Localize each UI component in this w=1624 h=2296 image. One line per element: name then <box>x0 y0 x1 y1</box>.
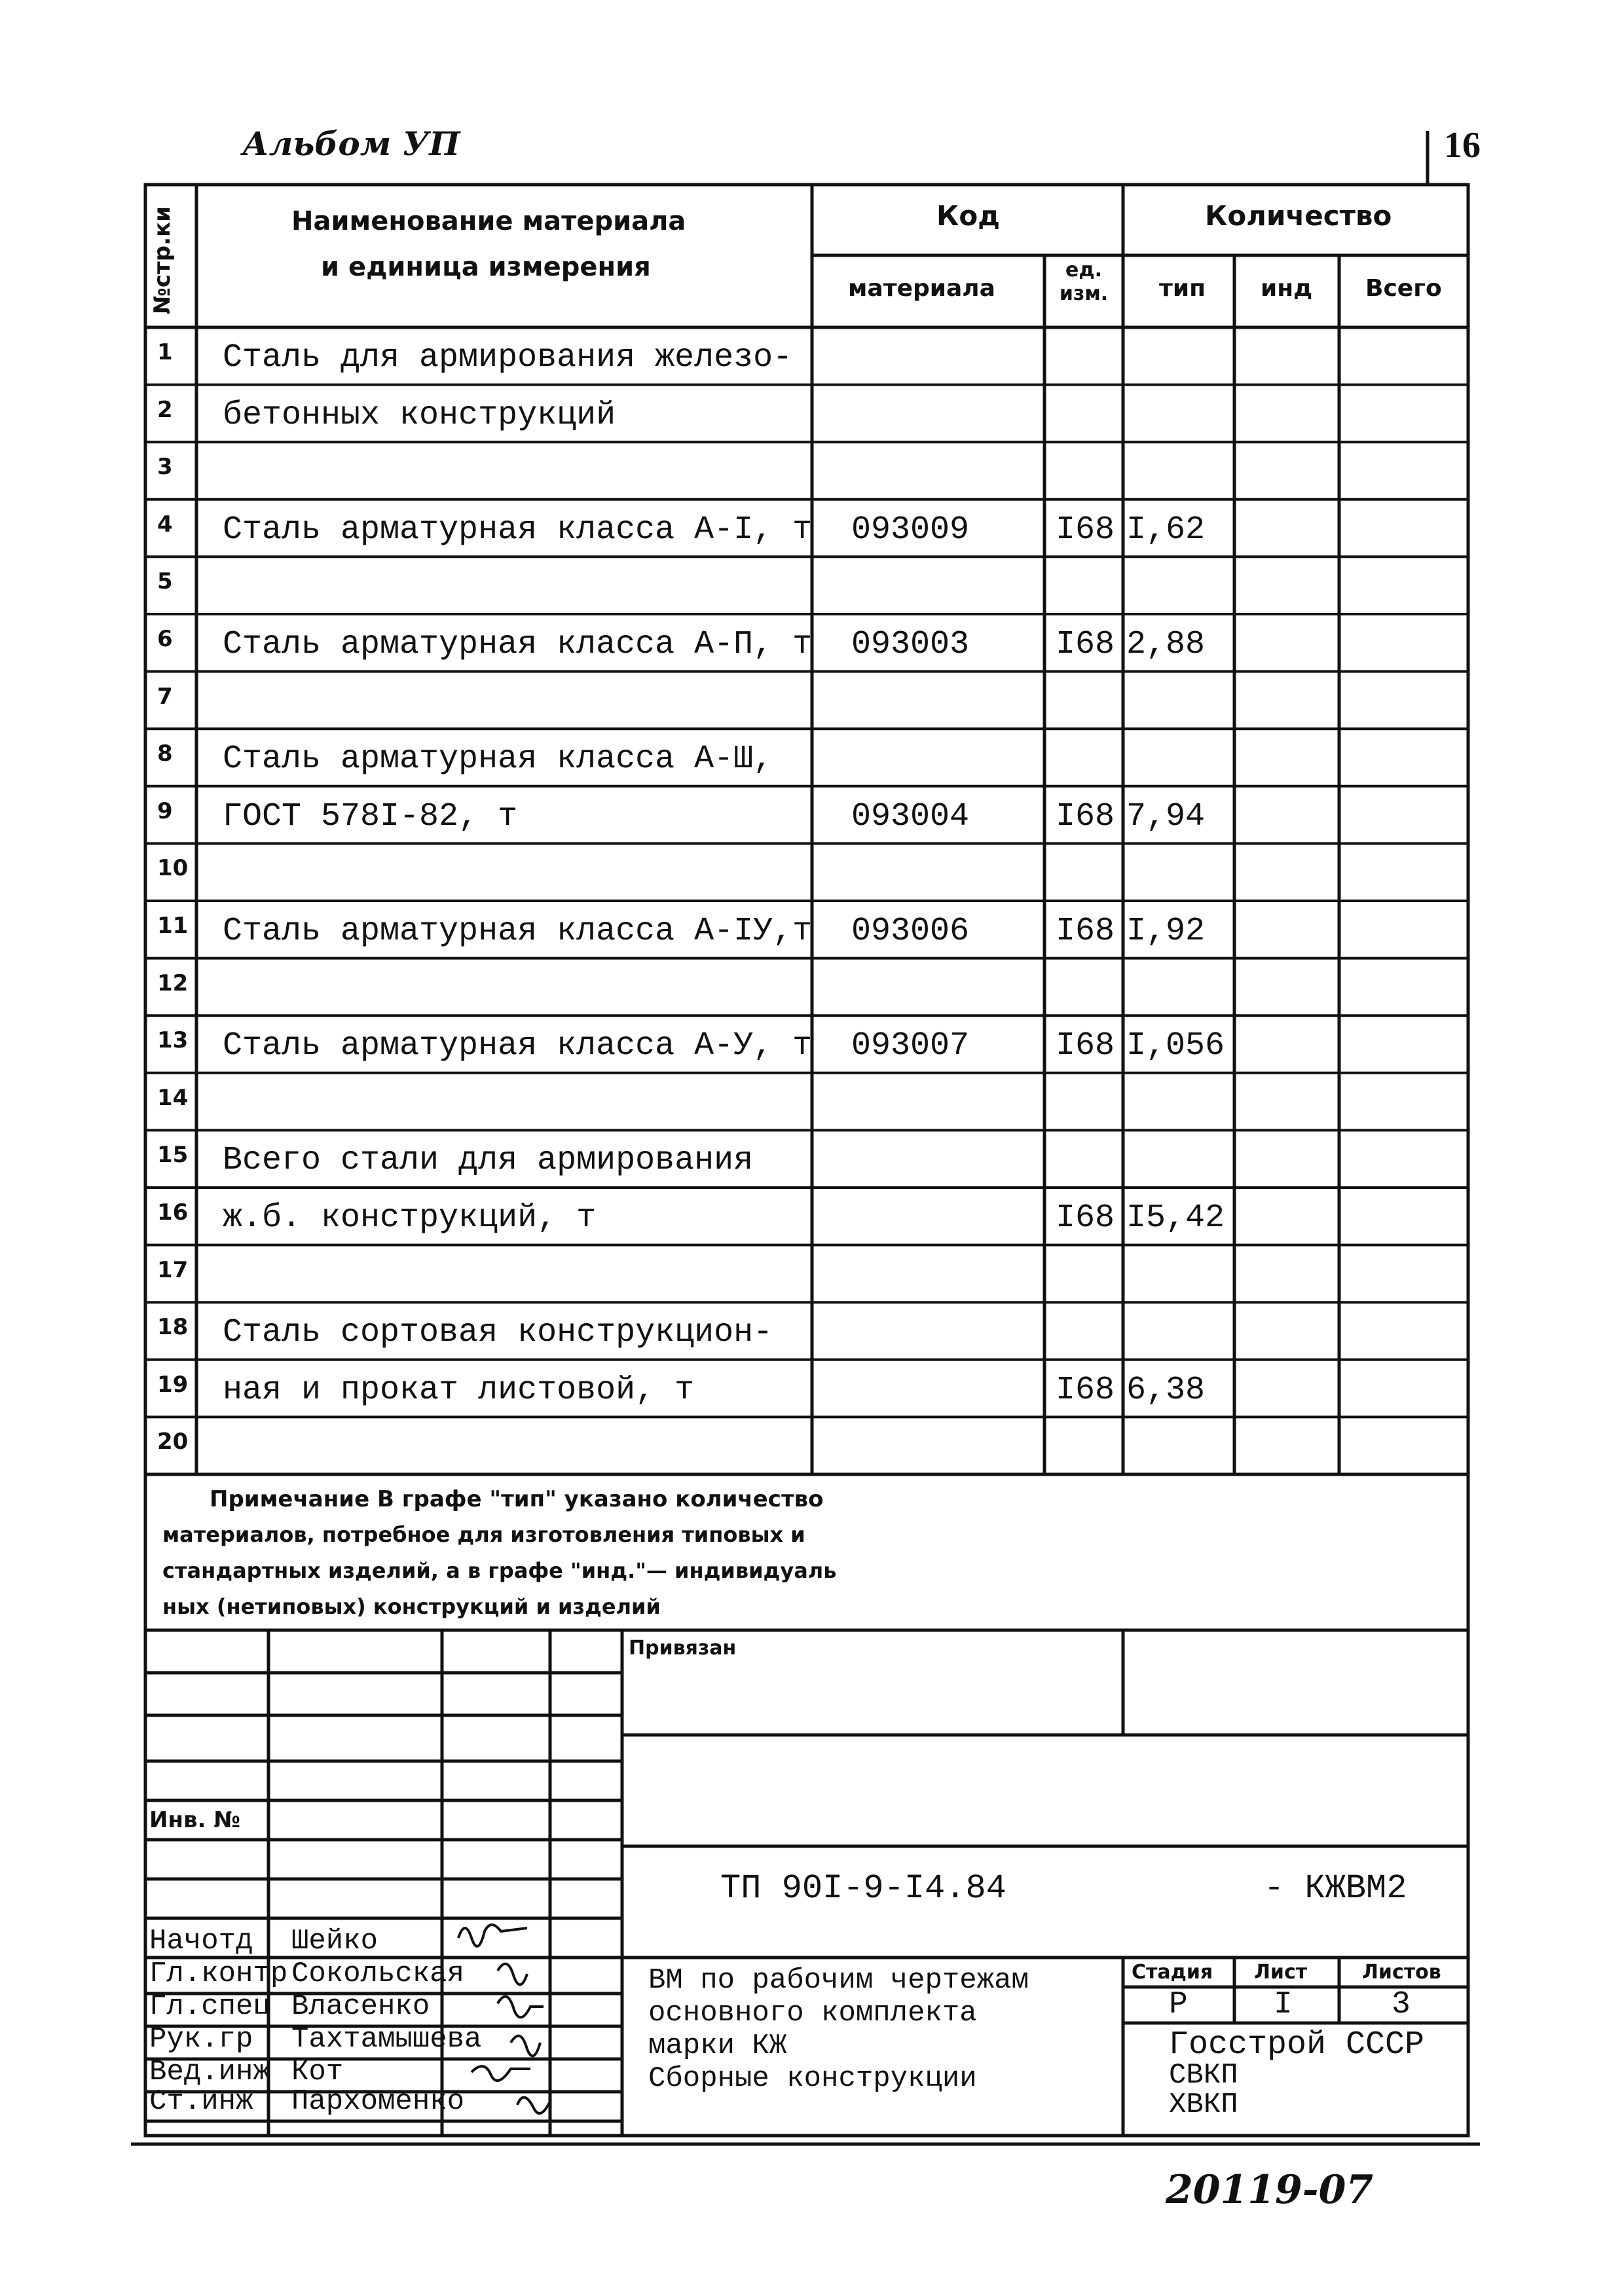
material-name: бетонных конструкций <box>223 396 616 434</box>
row-number: 7 <box>157 683 173 710</box>
row-number: 4 <box>157 511 173 538</box>
total-header: Всего <box>1365 275 1442 302</box>
row-number: 17 <box>157 1256 189 1283</box>
signer-role: Гл.спец <box>149 1990 270 2023</box>
linked-label: Привязан <box>629 1637 737 1660</box>
note-line-3: стандартных изделий, а в графе "инд."— индивидуаль <box>162 1558 837 1583</box>
row-number: 15 <box>157 1142 189 1169</box>
unit-code: I68 <box>1056 797 1115 835</box>
ind-header: инд <box>1261 275 1313 302</box>
row-number: 12 <box>157 970 189 996</box>
material-name: Сталь арматурная класса А-Ш, <box>223 740 773 778</box>
row-number: 2 <box>157 396 173 423</box>
material-code: 093004 <box>851 797 970 835</box>
row-number: 6 <box>157 626 173 652</box>
material-code: 093003 <box>851 626 970 663</box>
title-line-2: основного комплекта <box>648 1997 977 2030</box>
material-name: Сталь для армирования железо- <box>223 339 793 376</box>
unit-code: I68 <box>1056 1199 1115 1237</box>
unit-code: I68 <box>1056 1371 1115 1409</box>
sheet-value: I <box>1274 1987 1293 2022</box>
quantity-type: 6,38 <box>1126 1371 1206 1409</box>
unit-header: ед. изм. <box>1059 259 1109 305</box>
row-number: 1 <box>157 339 173 365</box>
signer-role: Начотд <box>149 1925 253 1958</box>
material-name: Сталь арматурная класса А-I, т <box>223 511 813 549</box>
unit-code: I68 <box>1056 1027 1115 1065</box>
signer-name: Шейко <box>291 1925 378 1958</box>
archive-number: 20119-07 <box>1166 2167 1374 2213</box>
signer-name: Кот <box>291 2056 344 2088</box>
document-suffix: - КЖВМ2 <box>1264 1869 1407 1908</box>
note-line-4: ных (нетиповых) конструкций и изделий <box>162 1594 661 1619</box>
row-number: 11 <box>157 913 189 939</box>
album-title: Альбом УП <box>242 124 460 163</box>
org-line-1: Госстрой СССР <box>1169 2026 1425 2064</box>
row-number: 10 <box>157 855 189 882</box>
stage-value: Р <box>1169 1987 1188 2022</box>
name-header-line2: и единица измерения <box>321 252 651 282</box>
material-code: 093009 <box>851 511 970 549</box>
signer-role: Рук.гр <box>149 2023 253 2056</box>
sheets-value: 3 <box>1392 1987 1411 2022</box>
row-number: 16 <box>157 1199 189 1226</box>
note-line-1: Примечание В графе "тип" указано количество <box>210 1486 824 1512</box>
material-name: Сталь арматурная класса А-П, т <box>223 626 813 663</box>
row-number: 18 <box>157 1314 189 1341</box>
signer-role: Гл.контр <box>149 1958 288 1990</box>
quantity-type: I5,42 <box>1126 1199 1225 1237</box>
page-number: 16 <box>1444 125 1481 166</box>
signer-name: Сокольская <box>291 1958 465 1990</box>
signer-name: Тахтамышева <box>291 2023 482 2056</box>
row-number: 14 <box>157 1084 189 1111</box>
row-number: 20 <box>157 1429 189 1455</box>
sheets-label: Листов <box>1362 1961 1441 1984</box>
quantity-type: I,62 <box>1126 511 1206 549</box>
signer-name: Власенко <box>291 1990 430 2023</box>
row-number: 8 <box>157 740 173 767</box>
material-name: Сталь арматурная класса А-У, т <box>223 1027 813 1065</box>
org-line-3: ХВКП <box>1169 2088 1238 2121</box>
quantity-type: 2,88 <box>1126 626 1206 663</box>
type-header: тип <box>1159 275 1206 302</box>
signer-role: Вед.инж <box>149 2056 270 2088</box>
row-number: 5 <box>157 568 173 595</box>
title-line-3: марки КЖ <box>648 2030 787 2062</box>
quantity-type: 7,94 <box>1126 797 1206 835</box>
row-number-header: №стр.ки <box>149 206 175 314</box>
note-line-2: материалов, потребное для изготовления типовых и <box>162 1522 805 1547</box>
material-code: 093007 <box>851 1027 970 1065</box>
quantity-header: Количество <box>1205 200 1392 232</box>
quantity-type: I,92 <box>1126 913 1206 950</box>
material-name: ная и прокат листовой, т <box>223 1371 695 1409</box>
unit-code: I68 <box>1056 511 1115 549</box>
stage-label: Стадия <box>1132 1961 1213 1984</box>
row-number: 9 <box>157 797 173 824</box>
material-header: материала <box>848 275 995 302</box>
sheet-label: Лист <box>1254 1961 1308 1984</box>
unit-code: I68 <box>1056 913 1115 950</box>
inventory-number-label: Инв. № <box>149 1807 241 1833</box>
material-name: Сталь арматурная класса А-IУ,т <box>223 913 813 950</box>
material-name: Всего стали для армирования <box>223 1142 754 1180</box>
signer-name: Пархоменко <box>291 2085 465 2118</box>
code-header: Код <box>936 200 1001 232</box>
material-name: ж.б. конструкций, т <box>223 1199 597 1237</box>
unit-code: I68 <box>1056 626 1115 663</box>
material-name: Сталь сортовая конструкцион- <box>223 1314 773 1352</box>
row-number: 3 <box>157 454 173 481</box>
row-number: 13 <box>157 1027 189 1054</box>
org-line-2: СВКП <box>1169 2059 1238 2092</box>
name-header-line1: Наименование материала <box>291 206 686 236</box>
material-code: 093006 <box>851 913 970 950</box>
document-code: ТП 90I-9-I4.84 <box>720 1869 1006 1908</box>
title-line-1: ВМ по рабочим чертежам <box>648 1964 1029 1997</box>
row-number: 19 <box>157 1371 189 1398</box>
signer-role: Ст.инж <box>149 2085 253 2118</box>
quantity-type: I,056 <box>1126 1027 1225 1065</box>
material-name: ГОСТ 578I-82, т <box>223 797 518 835</box>
title-line-4: Сборные конструкции <box>648 2062 977 2095</box>
